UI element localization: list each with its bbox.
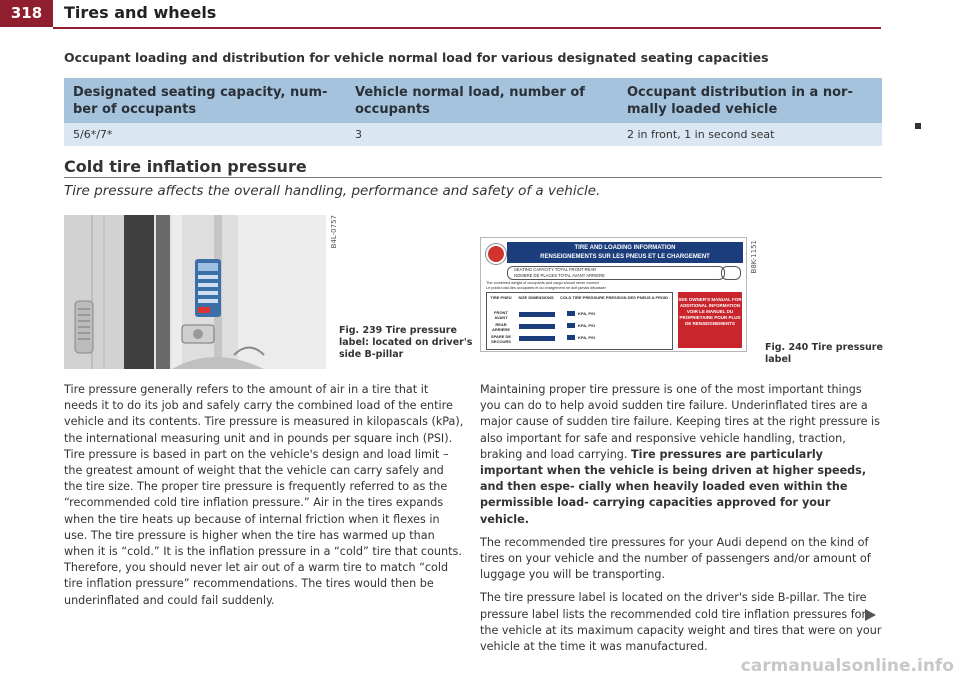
- front-size-bar: [519, 312, 555, 317]
- paragraph-label-location: The tire pressure label is located on the driver's side B-pillar. The tire pressure label lists the recommended cold tire inflation pressures for the vehicle at its maximum capacity weight and tires that were on your vehicle at the time it was manufactured.: [480, 591, 882, 654]
- table-heading: Occupant loading and distribution for vehicle normal load for various designated seating capacities: [64, 50, 769, 65]
- label-title-en: TIRE AND LOADING INFORMATION: [574, 245, 676, 251]
- page-title: Tires and wheels: [64, 3, 217, 22]
- label-title-fr: RENSEIGNEMENTS SUR LES PNEUS ET LE CHARGEMENT: [540, 254, 710, 260]
- figure-239-caption: Fig. 239 Tire pressure label: located on driver's side B-pillar: [339, 325, 473, 360]
- spare-size-bar: [519, 336, 555, 341]
- label-header-banner: [507, 242, 743, 263]
- left-column-text: [64, 382, 465, 616]
- col-pressure: COLD TIRE PRESSURE PRESSION DES PNEUS A FROID: [560, 295, 668, 300]
- cell-distribution: 2 in front, 1 in second seat: [618, 123, 882, 146]
- paragraph-recommended: The recommended tire pressures for your Audi depend on the kind of tires on your vehicle and the number of passengers and/or amount of luggage you will be transporting.: [480, 535, 871, 582]
- front-kpa-box: [567, 311, 575, 316]
- section-title: Cold tire inflation pressure: [64, 157, 307, 176]
- paragraph-maintaining-bold: Tire pressures are particularly important when the vehicle is being driven at higher speeds, and then espe- cially when heavily loaded even within the permissible load- carrying capacities approved for your vehicle.: [480, 447, 867, 526]
- continue-arrow-icon: [865, 609, 876, 621]
- rear-kpa-box: [567, 323, 575, 328]
- weight-note-en: The combined weight of occupants and cargo should never exceed: [486, 281, 599, 285]
- cell-normal-load: 3: [346, 123, 618, 146]
- watermark: carmanualsonline.info: [740, 656, 954, 676]
- figure-240-code: B8K-1151: [750, 240, 758, 274]
- weight-note: [486, 281, 696, 291]
- column-header-distribution: Occupant distribution in a nor- mally loaded vehicle: [618, 78, 882, 123]
- seating-capacity-row: [507, 266, 725, 280]
- paragraph-maintaining-text: Maintaining proper tire pressure is one of the most important things you can do to help avoid sudden tire failure. Underinflated tires are a major cause of sudden tire failure. Keeping tires at the right pressure is also important for safe and responsive vehicle handling, traction, braking and load carrying.: [480, 383, 880, 461]
- figure-240-caption: Fig. 240 Tire pressure label: [765, 342, 883, 365]
- b-pillar-photo: [64, 215, 326, 369]
- row-spare: SPARE DE SECOURS: [490, 334, 512, 344]
- paragraph: Tire pressure generally refers to the amount of air in a tire that it needs it to do its job and safely carry the combined load of the entire vehicle and its contents. Tire pressure is measured in kilopascals (kPa), the international measuring unit and in pounds per square inch (PSI). Tire pressure is based in part on the vehicle's design and load limit – the greatest amount of weight that the vehicle can carry safely and the tire size. The proper tire pressure is frequently referred to as the “recommended cold tire inflation pressure.” Air in the tires expands when the tire heats up because of internal friction when it flexes in use. The tire pressure is higher when the tire has warmed up than when it is “cold.” It is the inflation pressure in a “cold” tire that counts. Therefore, you should never let air out of a warm tire to match “cold tire inflation pressure” recommendations. The tires would then be underinflated and could fail suddenly.: [64, 383, 464, 607]
- col-tire: TIRE PNEU: [490, 295, 512, 300]
- section-intro: Tire pressure affects the overall handling, performance and safety of a vehicle.: [64, 183, 601, 199]
- spare-kpa-box: [567, 335, 575, 340]
- occupancy-table: [64, 78, 882, 146]
- warning-icon: [486, 244, 506, 264]
- cell-seating-capacity: 5/6*/7*: [64, 123, 346, 146]
- right-column-text: [480, 382, 882, 662]
- column-header-seating-capacity: Designated seating capacity, num- ber of occupants: [64, 78, 346, 123]
- seating-capacity-en: SEATING CAPACITY TOTAL FRONT REAR: [514, 267, 597, 272]
- paragraph-maintaining: [480, 382, 882, 528]
- header-rule: [53, 27, 881, 29]
- column-header-normal-load: Vehicle normal load, number of occupants: [346, 78, 618, 123]
- page-number: 318: [0, 0, 53, 27]
- section-rule: [64, 177, 882, 178]
- end-of-section-marker: [915, 123, 921, 129]
- row-rear: REAR ARRIERE: [491, 322, 510, 332]
- table-row: [64, 123, 882, 146]
- row-front: FRONT AVANT: [494, 310, 508, 320]
- tire-pressure-label-figure: [480, 237, 747, 352]
- figure-239-code: B4L-0757: [330, 215, 338, 249]
- capacity-badge: [721, 266, 741, 280]
- col-size: SIZE DIMENSIONS: [518, 295, 554, 300]
- rear-size-bar: [519, 324, 555, 329]
- pressure-table: [486, 292, 673, 350]
- front-unit: KPA, PSI: [578, 311, 595, 316]
- seating-capacity-fr: NOMBRE DE PLACES TOTAL AVANT ARRIERE: [514, 272, 605, 278]
- b-pillar-illustration: [64, 215, 326, 369]
- spare-unit: KPA, PSI: [578, 335, 595, 340]
- see-manual-box: SEE OWNER'S MANUAL FOR ADDITIONAL INFORMATION VOIR LE MANUEL DU PROPRIETAIRE POUR PLUS DE RENSEIGNEMENTS: [678, 292, 742, 348]
- rear-unit: KPA, PSI: [578, 323, 595, 328]
- weight-note-fr: Le poids total des occupants et du chargement ne doit jamais dépasser: [486, 286, 606, 290]
- table-header-row: [64, 78, 882, 123]
